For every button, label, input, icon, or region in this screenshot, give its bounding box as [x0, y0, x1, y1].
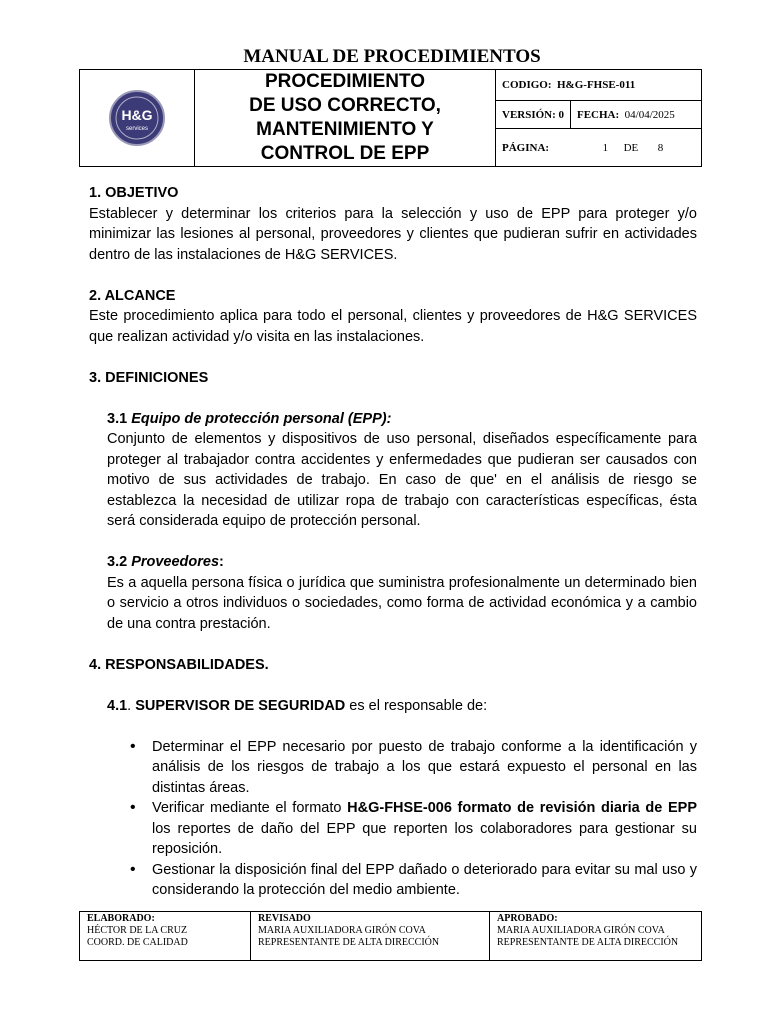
responsibility-rest: es el responsable de:: [345, 697, 488, 714]
section-heading-responsabilidades: 4. RESPONSABILIDADES.: [89, 656, 269, 673]
procedure-title-line: DE USO CORRECTO,: [249, 95, 441, 116]
logo-cell: [80, 70, 195, 167]
procedure-title-line: MANTENIMIENTO Y: [256, 119, 434, 140]
list-item: • Gestionar la disposición final del EPP dañado o deteriorado para evitar su mal uso y considerando la protección del medio ambiente.: [152, 860, 697, 901]
footer-name: MARIA AUXILIADORA GIRÓN COVA: [497, 925, 665, 936]
pagina-label: PÁGINA:: [502, 141, 550, 154]
footer-role: REPRESENTANTE DE ALTA DIRECCIÓN: [497, 937, 679, 948]
definition-term: Proveedores: [131, 554, 220, 570]
version-cell: [496, 101, 571, 129]
footer-label: APROBADO:: [497, 913, 558, 924]
responsibility-subheading: [89, 696, 697, 717]
section-heading-objetivo: 1. OBJETIVO: [89, 185, 179, 201]
footer-name: HÉCTOR DE LA CRUZ: [87, 925, 188, 936]
document-header-table: [79, 69, 702, 167]
definition-text: Conjunto de elementos y dispositivos de uso personal, diseñados específicamente para proteger al trabajador contra accidentes y enfermedades que pudieran ser causados con motivo de sus actividades de trabajo. En caso de que' en el análisis de riesgo se establezca la necesidad de utilizar ropa de trabajo con características específicas, ésta será considerada equipo de protección personal.: [107, 431, 697, 529]
company-logo-icon: [108, 89, 166, 147]
document-body: [89, 183, 697, 901]
fecha-cell: [571, 101, 702, 129]
section-heading-alcance: 2. ALCANCE: [89, 287, 176, 304]
footer-label: REVISADO: [258, 913, 311, 924]
alcance-text: Este procedimiento aplica para todo el personal, clientes y proveedores de H&G SERVICES que realizan actividad y/o visita en las instalaciones.: [89, 308, 697, 345]
responsibility-role: SUPERVISOR DE SEGURIDAD: [135, 697, 346, 714]
manual-title: MANUAL DE PROCEDIMIENTOS: [243, 46, 541, 67]
definition-term: Equipo de protección personal (EPP):: [131, 410, 392, 427]
logo-text: H&G: [121, 107, 153, 123]
pagina-current: 1: [602, 141, 609, 154]
pagina-total: 8: [657, 141, 664, 154]
definition-number: 3.2: [107, 554, 132, 570]
procedure-title-line: PROCEDIMIENTO: [264, 71, 426, 92]
procedure-title-line: CONTROL DE EPP: [260, 143, 430, 164]
responsibility-list: [89, 737, 697, 901]
footer-revisado: [251, 912, 490, 961]
footer-role: COORD. DE CALIDAD: [87, 937, 188, 948]
responsibility-dot: .: [127, 697, 136, 714]
footer-elaborado: [80, 912, 251, 961]
version-label: VERSIÓN:: [502, 108, 556, 121]
list-item: • Determinar el EPP necesario por puesto de trabajo conforme a la identificación y análisis de los riesgos de trabajo a los que estará expuesto el personal en las distintas áreas.: [152, 737, 697, 799]
definition-number: 3.1: [107, 410, 132, 427]
definition-text: Es a aquella persona física o jurídica que suministra profesionalmente un determinado bien o servicio a otros individuos o sociedades, como forma de actividad económica y a cambio de una contra prestación.: [107, 574, 697, 632]
footer-role: REPRESENTANTE DE ALTA DIRECCIÓN: [258, 937, 440, 948]
pagina-cell: [496, 129, 702, 167]
codigo-label: CODIGO:: [502, 79, 552, 91]
objetivo-text: Establecer y determinar los criterios para la selección y uso de EPP para proteger y/o minimizar las lesiones al personal, proveedores y clientes que pudieran sufrir en actividades dentro de las instalaciones de H&G SERVICES.: [89, 205, 697, 263]
definition-proveedores: [89, 552, 697, 634]
codigo-cell: [496, 70, 702, 101]
logo-subtext: services: [125, 126, 149, 132]
section-heading-definiciones: 3. DEFINICIONES: [89, 369, 209, 386]
list-item: • Verificar mediante el formato H&G-FHSE-006 formato de revisión diaria de EPP los reportes de daño del EPP que reporten los colaboradores para gestionar su reposición.: [152, 798, 697, 860]
footer-label: ELABORADO:: [87, 913, 155, 924]
footer-aprobado: [490, 912, 702, 961]
responsibility-number: 4.1: [107, 697, 128, 714]
definition-colon: :: [219, 554, 224, 570]
codigo-value: H&G-FHSE-011: [557, 79, 636, 91]
version-value: 0: [558, 108, 565, 121]
definition-epp: [89, 409, 697, 532]
fecha-value: 04/04/2025: [624, 108, 675, 121]
procedure-title: [195, 70, 496, 167]
form-reference: H&G-FHSE-006 formato de revisión diaria de EPP: [347, 800, 697, 816]
footer-name: MARIA AUXILIADORA GIRÓN COVA: [258, 925, 426, 936]
fecha-label: FECHA:: [577, 108, 620, 121]
pagina-de: DE: [623, 141, 639, 154]
signature-footer-table: [79, 911, 702, 961]
